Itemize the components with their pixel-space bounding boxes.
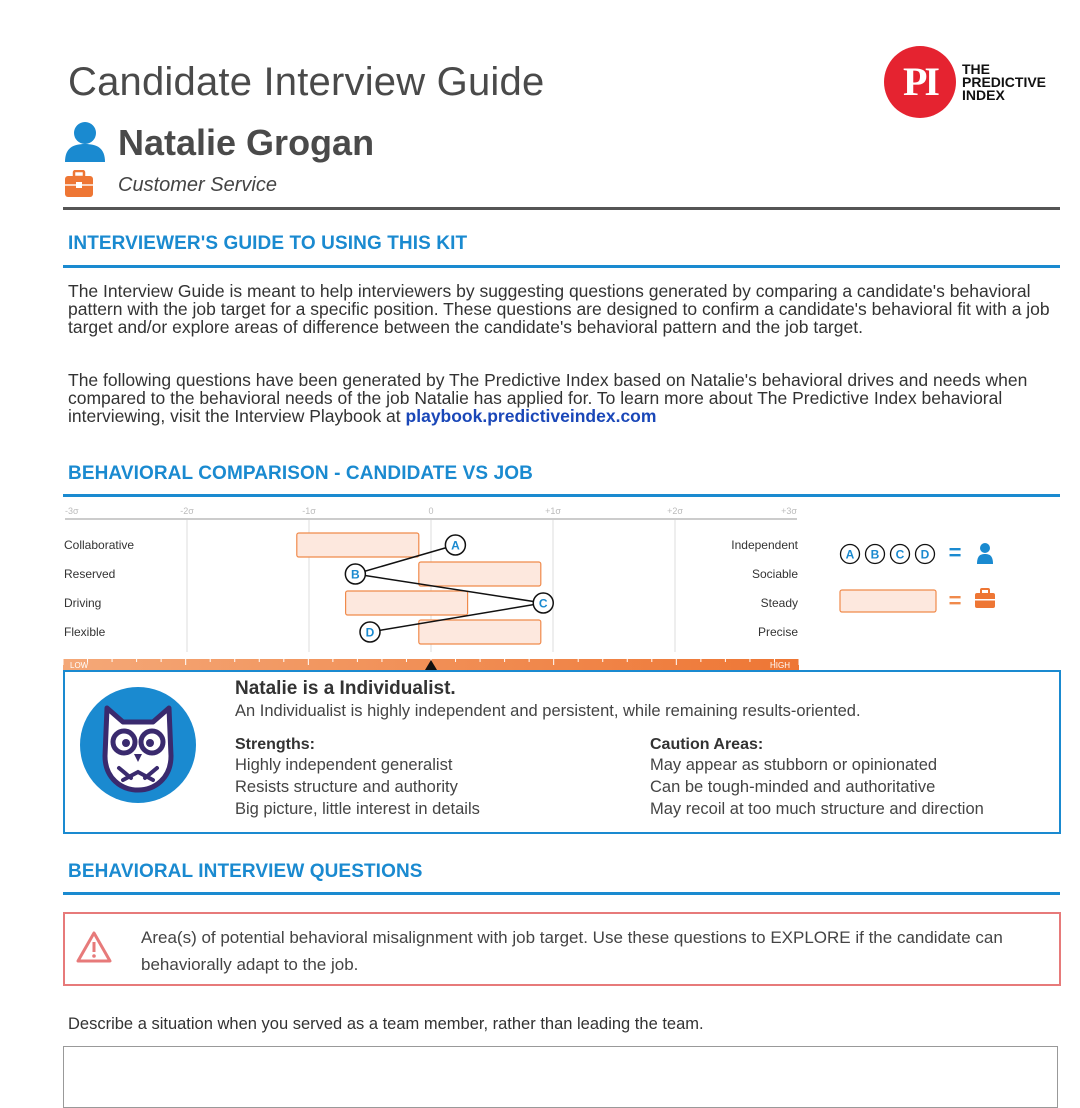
misalignment-alert [63, 912, 1061, 986]
x-tick-label: 0 [428, 506, 434, 516]
factor-right-label: Independent [731, 538, 798, 552]
job-title: Customer Service [118, 174, 277, 196]
warning-icon [75, 930, 113, 964]
legend-equals: = [948, 588, 962, 613]
briefcase-icon [64, 170, 94, 198]
logo-line-3: INDEX [962, 87, 1005, 103]
legend-candidate-marker-label: A [845, 547, 855, 562]
job-target-range [419, 562, 541, 586]
job-target-range [419, 620, 541, 644]
answer-notes-box[interactable] [63, 1046, 1058, 1108]
questions-section-title: BEHAVIORAL INTERVIEW QUESTIONS [68, 861, 423, 882]
playbook-link[interactable]: playbook.predictiveindex.com [405, 406, 657, 426]
legend-candidate-marker-label: B [870, 547, 880, 562]
caution-item: May recoil at too much structure and direction [650, 800, 984, 818]
legend-person-icon-body [977, 554, 993, 564]
x-tick-label: +2σ [667, 506, 683, 516]
job-target-range [346, 591, 468, 615]
logo-mark: PI [884, 46, 956, 118]
guide-section-title: INTERVIEWER'S GUIDE TO USING THIS KIT [68, 233, 468, 254]
job-target-range [297, 533, 419, 557]
alert-text: Area(s) of potential behavioral misalignment with job target. Use these questions to EXPLORE if the candidate can behaviorally adapt to the job. [141, 928, 1003, 974]
owl-icon [79, 686, 197, 804]
x-tick-label: -2σ [180, 506, 194, 516]
candidate-marker-label: B [351, 567, 360, 582]
logo-line-2: PREDICTIVE [962, 74, 1047, 90]
legend-briefcase-icon-band [975, 599, 995, 601]
questions-section-rule [63, 892, 1060, 895]
comparison-section-title: BEHAVIORAL COMPARISON - CANDIDATE VS JOB [68, 463, 533, 484]
behavioral-chart [60, 502, 1070, 670]
factor-right-label: Steady [760, 596, 798, 610]
legend-job-target [840, 590, 936, 612]
interview-question: Describe a situation when you served as a team member, rather than leading the team. [68, 1015, 704, 1033]
guide-paragraph-2 [68, 371, 1053, 425]
candidate-marker-label: C [538, 596, 548, 611]
legend-equals: = [948, 540, 962, 565]
header-divider [63, 207, 1060, 210]
guide-paragraph-2-text: The following questions have been generated by The Predictive Index based on Natalie's behavioral drives and needs when compared to the behavioral needs of the job Natalie has applied for. To learn more about The Predictive Index behavioral interviewing, visit the Interview Playbook at [68, 370, 1028, 426]
factor-left-label: Collaborative [64, 538, 135, 552]
persona-card [63, 670, 1061, 834]
guide-section-rule [63, 265, 1060, 268]
cautions-heading: Caution Areas: [650, 736, 764, 753]
strength-item: Big picture, little interest in details [235, 800, 480, 818]
logo-line-1: THE [962, 61, 990, 77]
strengths-heading: Strengths: [235, 736, 315, 753]
guide-paragraph-1: The Interview Guide is meant to help interviewers by suggesting questions generated by comparing a candidate's behavioral pattern with the job target for a specific position. These questions are designed to confirm a candidate's behavioral fit with a job target and/or explore areas of difference between the candidate's behavioral pattern and the job target. [68, 281, 1050, 337]
factor-right-label: Sociable [751, 567, 798, 581]
x-tick-label: -1σ [302, 506, 316, 516]
candidate-marker-label: D [365, 625, 375, 640]
caution-item: May appear as stubborn or opinionated [650, 756, 938, 774]
persona-description: An Individualist is highly independent and persistent, while remaining results-oriented. [235, 702, 861, 720]
page-title: Candidate Interview Guide [68, 60, 545, 104]
candidate-marker-label: A [451, 538, 460, 553]
strength-item: Resists structure and authority [235, 778, 458, 796]
strengths-column [235, 736, 480, 820]
logo-wordmark [962, 63, 1046, 102]
factor-right-label: Precise [757, 625, 798, 639]
legend-person-icon [980, 543, 990, 553]
scale-high-label: HIGH [770, 661, 790, 670]
factor-left-label: Reserved [64, 567, 116, 581]
candidate-name: Natalie Grogan [118, 122, 375, 163]
caution-item: Can be tough-minded and authoritative [650, 778, 936, 796]
person-icon [64, 122, 106, 162]
persona-title: Natalie is a Individualist. [235, 678, 456, 699]
legend-candidate-marker-label: C [895, 547, 905, 562]
x-tick-label: -3σ [65, 506, 79, 516]
x-tick-label: +1σ [545, 506, 561, 516]
strength-item: Highly independent generalist [235, 756, 453, 774]
x-tick-label: +3σ [781, 506, 797, 516]
comparison-section-rule [63, 494, 1060, 497]
factor-left-label: Flexible [64, 625, 106, 639]
scale-low-label: LOW [70, 661, 89, 670]
factor-left-label: Driving [64, 596, 102, 610]
cautions-column [650, 736, 984, 820]
predictive-index-logo [884, 46, 1064, 118]
legend-candidate-marker-label: D [920, 547, 930, 562]
